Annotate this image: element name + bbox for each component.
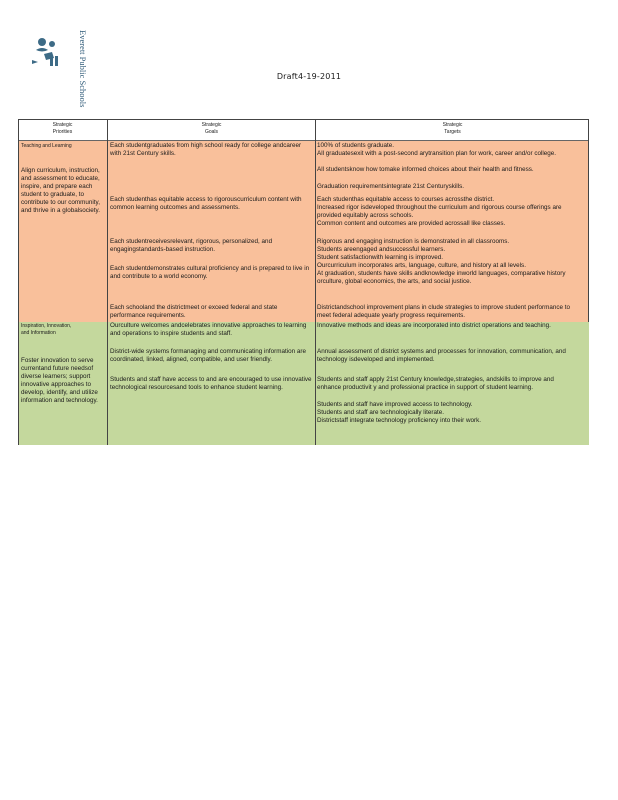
header-priorities-line2: Priorities bbox=[52, 129, 73, 135]
header-targets-line1: Strategic bbox=[442, 122, 463, 128]
target-item: Each studenthas equitable access to courses acrossthe district. bbox=[317, 196, 495, 203]
goal-item: Each studentreceivesrelevant, rigorous, personalized, and engagingstandards-based instruction. bbox=[110, 238, 273, 253]
target-item: Annual assessment of district systems and processes for innovation, communication, and technology isdeveloped and implemented. bbox=[317, 348, 566, 363]
target-item: At graduation, students have skills andknowledge inworld languages, comparative history orculture, global economics, the arts, and social justice. bbox=[317, 270, 566, 285]
goal-item: Each studenthas equitable access to rigorouscurriculum content with common learning outcomes and assessments. bbox=[110, 196, 302, 211]
logo-text: Everett Public Schools bbox=[78, 30, 88, 108]
header-targets bbox=[316, 119, 589, 141]
target-item: Student satisfactionwith learning is improved. bbox=[317, 254, 444, 261]
priority-description: Foster innovation to serve currentand future needsof diverse learners; support innovative approaches to develop, identify, and utilize information and technology. bbox=[21, 357, 98, 404]
header-priorities-line1: Strategic bbox=[52, 122, 73, 128]
goal-item: Ourculture welcomes andcelebrates innovative approaches to learning and operations to inspire students and staff. bbox=[110, 322, 307, 337]
draft-date: Draft4-19-2011 bbox=[276, 72, 342, 81]
column-divider bbox=[588, 119, 589, 322]
section-teaching-learning bbox=[18, 141, 589, 322]
target-item: Rigorous and engaging instruction is demonstrated in all classrooms. bbox=[317, 238, 510, 245]
goal-item: Students and staff have access to and are encouraged to use innovative technological resourcesand tools to enhance student learning. bbox=[110, 376, 312, 391]
target-item: Districtstaff integrate technology proficiency into their work. bbox=[317, 417, 482, 424]
goal-item: Each studentdemonstrates cultural proficiency and is prepared to live in and contribute to a world economy. bbox=[110, 265, 310, 280]
column-divider bbox=[315, 119, 316, 445]
target-item: Students and staff apply 21st Century knowledge,strategies, andskills to improve and enhance productivit y and professional practice in support of student learning. bbox=[317, 376, 554, 391]
target-item: Innovative methods and ideas are incorporated into district operations and teaching. bbox=[317, 322, 551, 329]
header-goals-line2: Goals bbox=[204, 129, 219, 135]
target-item: 100% of students graduate. bbox=[317, 142, 395, 149]
header-goals bbox=[108, 119, 315, 141]
strategic-plan-table bbox=[18, 119, 589, 445]
priority-description: Align curriculum, instruction, and assessment to educate, inspire, and prepare each student to graduate, to contribute to our community, and thrive in a globalsociety. bbox=[21, 167, 100, 214]
target-item: Graduation requirementsintegrate 21st Centuryskills. bbox=[317, 183, 464, 190]
target-item: Common content and outcomes are provided acrossall like classes. bbox=[317, 220, 506, 227]
section-innovation bbox=[18, 322, 589, 445]
priority-title: Teaching and Learning bbox=[21, 143, 72, 149]
target-item: Ourcurriculum incorporates arts, language, culture, and history at all levels. bbox=[317, 262, 526, 269]
target-item: Districtandschool improvement plans in clude strategies to improve student performance to meet federal adequate yearly progress requirements. bbox=[317, 304, 571, 319]
target-item: All studentsknow how tomake informed choices about their health and fitness. bbox=[317, 166, 534, 173]
header-priorities bbox=[18, 119, 107, 141]
column-divider bbox=[107, 119, 108, 445]
table-top-border bbox=[18, 119, 589, 120]
target-item: Students and staff have improved access to technology. bbox=[317, 401, 473, 408]
target-item: Students areengaged andsuccessful learners. bbox=[317, 246, 446, 253]
goal-item: Each schooland the districtmeet or exceed federal and state performance requirements. bbox=[110, 304, 278, 319]
goal-item: District-wide systems formanaging and communicating information are coordinated, linked, aligned, compatible, and user friendly. bbox=[110, 348, 306, 363]
target-item: All graduatesexit with a post-second arytransition plan for work, career and/or college. bbox=[317, 150, 557, 157]
header-targets-line2: Targets bbox=[444, 129, 461, 135]
target-item: Students and staff are technologically literate. bbox=[317, 409, 444, 416]
header-goals-line1: Strategic bbox=[201, 122, 222, 128]
goal-item: Each studentgraduates from high school ready for college andcareer with 21st Century skills. bbox=[110, 142, 302, 157]
column-divider bbox=[18, 119, 19, 445]
priority-title: Inspiration, Innovation, and Information bbox=[21, 323, 72, 336]
target-item: Increased rigor isdeveloped throughout the curriculum and rigorous course offerings are provided equitably across schools. bbox=[317, 204, 562, 219]
